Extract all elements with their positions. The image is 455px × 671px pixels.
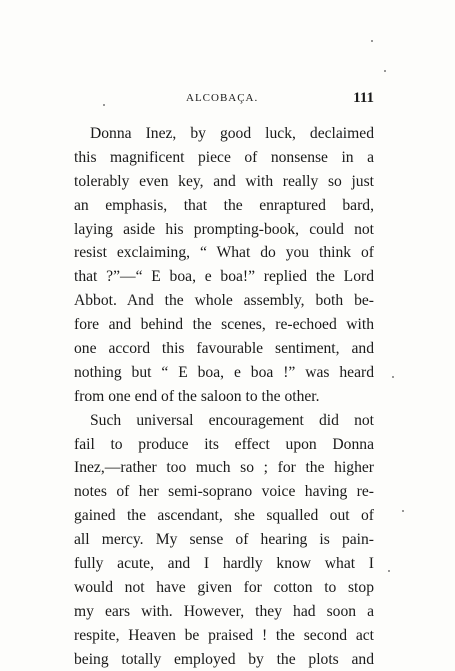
text-line: gained the ascendant, she squalled out of [74,507,374,525]
paper-speck [392,376,394,378]
running-head [74,92,374,112]
paper-speck [388,570,390,572]
text-line: resist exclaiming, “ What do you think of [74,244,374,262]
paper-speck [103,104,105,106]
text-line: Donna Inez, by good luck, declaimed [90,125,374,142]
body-text [74,122,374,671]
text-line: notes of her semi-soprano voice having re- [74,483,374,501]
text-line: this magnificent piece of nonsense in a [74,148,374,166]
paper-speck [402,510,404,512]
page-number: 111 [353,90,374,106]
text-line: all mercy. My sense of hearing is pain- [74,531,374,549]
text-line: nothing but “ E boa, e boa !” was heard [74,363,374,381]
text-line: one accord this favourable sentiment, and [74,340,374,358]
paper-speck [371,40,373,42]
text-line: respite, Heaven be praised ! the second act [74,626,374,644]
text-line: laying aside his prompting-book, could not [74,220,374,238]
text-line: my ears with. However, they had soon a [74,602,374,620]
text-line: fore and behind the scenes, re-echoed with [74,316,374,334]
paper-speck [384,70,386,72]
text-line: would not have given for cotton to stop [74,578,374,596]
text-line: that ?”—“ E boa, e boa!” replied the Lord [74,268,374,286]
text-line: Such universal encouragement did not [90,411,374,429]
running-head-title: ALCOBAÇA. [186,92,259,104]
text-line: Inez,—rather too much so ; for the higher [74,459,374,477]
text-line: Abbot. And the whole assembly, both be- [74,292,374,310]
text-line: tolerably even key, and with really so just [74,172,374,190]
text-line: fail to produce its effect upon Donna [74,435,374,453]
text-line: an emphasis, that the enraptured bard, [74,196,374,214]
text-line: being totally employed by the plots and [74,650,374,668]
text-line: from one end of the saloon to the other. [74,387,320,405]
text-line: fully acute, and I hardly know what I [74,555,374,573]
